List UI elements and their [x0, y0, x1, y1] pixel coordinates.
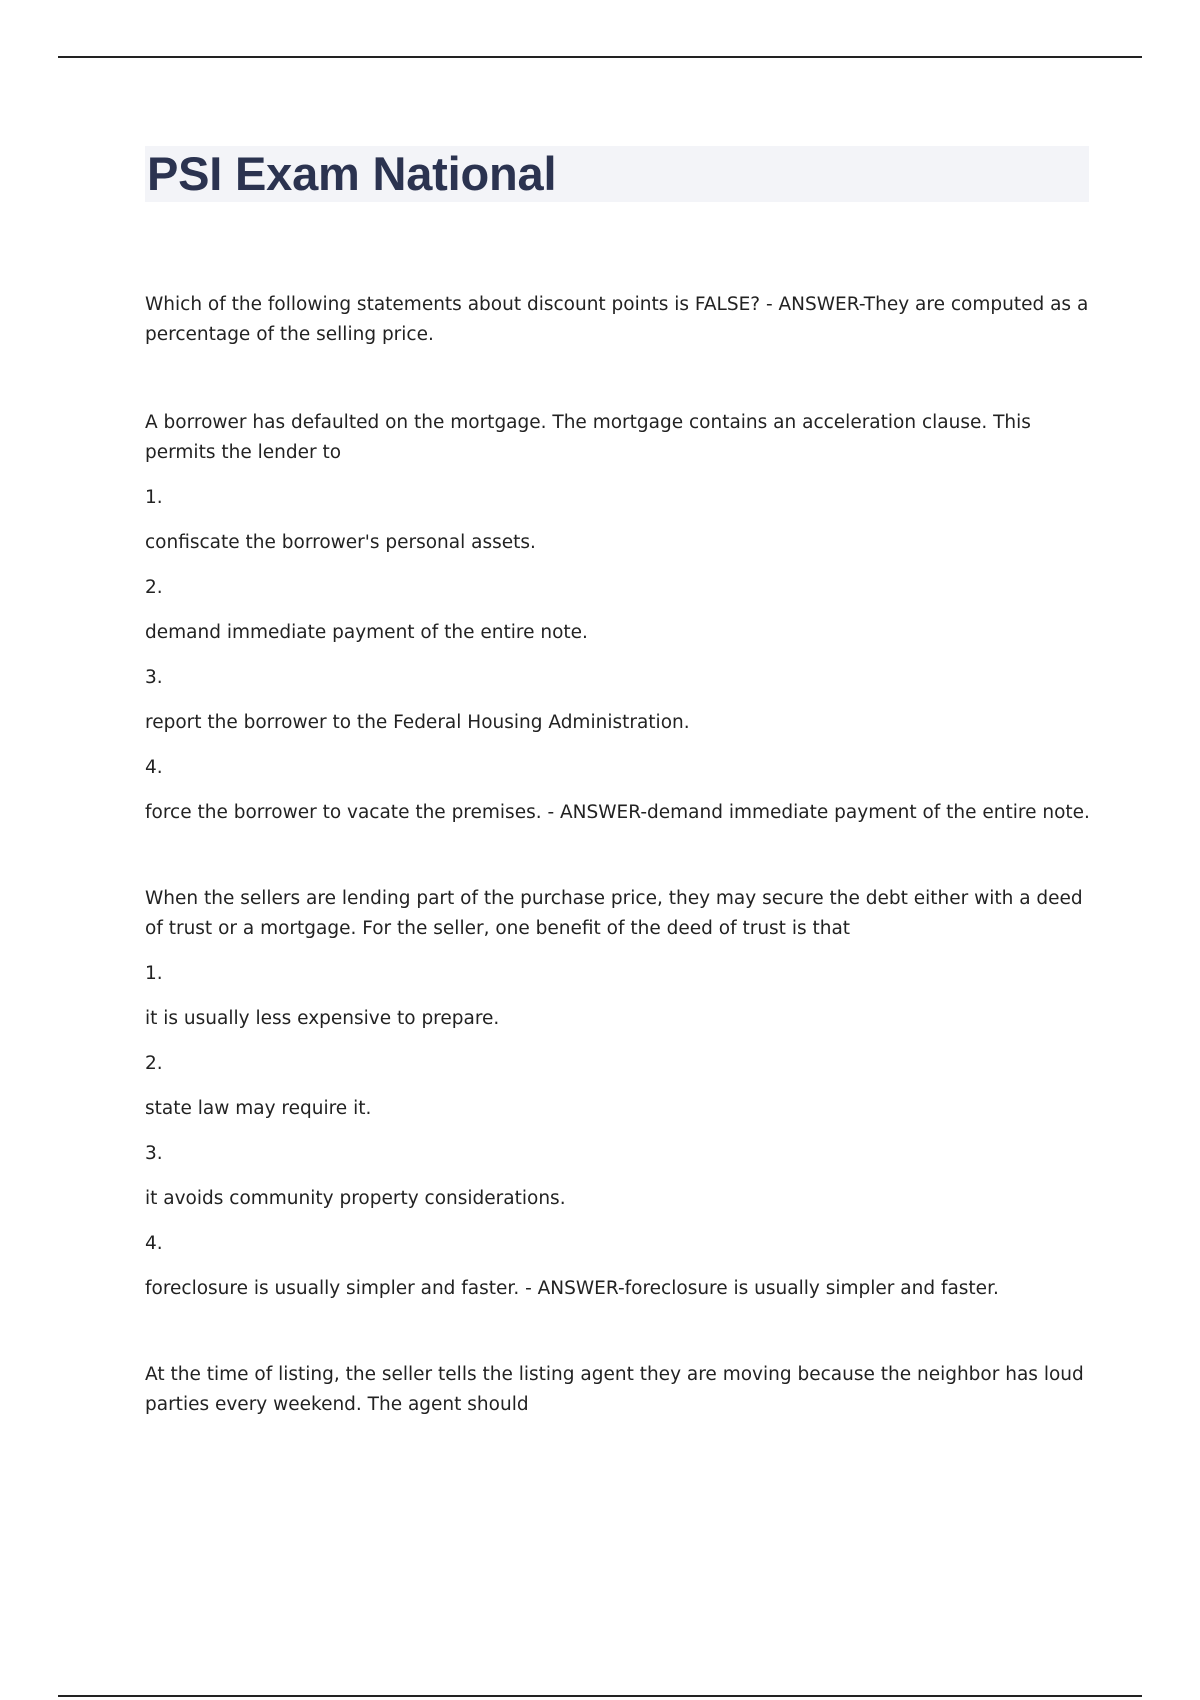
- question-2-option-text-with-answer: force the borrower to vacate the premises. - ANSWER-demand immediate payment of the entire note.: [145, 802, 1090, 823]
- question-3-option-text-with-answer: foreclosure is usually simpler and faster. - ANSWER-foreclosure is usually simpler and faster.: [145, 1278, 999, 1299]
- footer-rule: [58, 1695, 1142, 1697]
- question-2-option-number: 2.: [145, 577, 163, 598]
- header-rule: [58, 56, 1142, 58]
- question-3-option-text: it is usually less expensive to prepare.: [145, 1008, 500, 1029]
- title-banner: [145, 146, 1089, 202]
- document-body: [145, 290, 1090, 1420]
- question-4-stem: At the time of listing, the seller tells the listing agent they are moving because the neighbor has loud parties every weekend. The agent should: [145, 1364, 1084, 1415]
- question-3-option-text: state law may require it.: [145, 1098, 372, 1119]
- question-1-text: Which of the following statements about discount points is FALSE? - ANSWER-They are computed as a percentage of the selling price.: [145, 294, 1089, 345]
- question-2-option-number: 3.: [145, 667, 163, 688]
- question-3-option-number: 4.: [145, 1233, 163, 1254]
- page-title: PSI Exam National: [147, 147, 557, 200]
- question-2-option-number: 1.: [145, 487, 163, 508]
- question-3-option-number: 2.: [145, 1053, 163, 1074]
- question-3-option-number: 3.: [145, 1143, 163, 1164]
- question-2-option-text: confiscate the borrower's personal assets.: [145, 532, 536, 553]
- question-1: [145, 290, 1090, 350]
- question-3-option-text: it avoids community property considerations.: [145, 1188, 566, 1209]
- question-4: [145, 1360, 1090, 1420]
- question-3-stem: When the sellers are lending part of the purchase price, they may secure the debt either with a deed of trust or a mortgage. For the seller, one benefit of the deed of trust is that: [145, 888, 1083, 939]
- question-2-stem: A borrower has defaulted on the mortgage. The mortgage contains an acceleration clause. This permits the lender to: [145, 412, 1031, 463]
- question-3-option-number: 1.: [145, 963, 163, 984]
- question-2-option-text: report the borrower to the Federal Housing Administration.: [145, 712, 690, 733]
- question-2-option-number: 4.: [145, 757, 163, 778]
- question-3: [145, 884, 1090, 1304]
- question-2-option-text: demand immediate payment of the entire note.: [145, 622, 588, 643]
- question-2: [145, 408, 1090, 828]
